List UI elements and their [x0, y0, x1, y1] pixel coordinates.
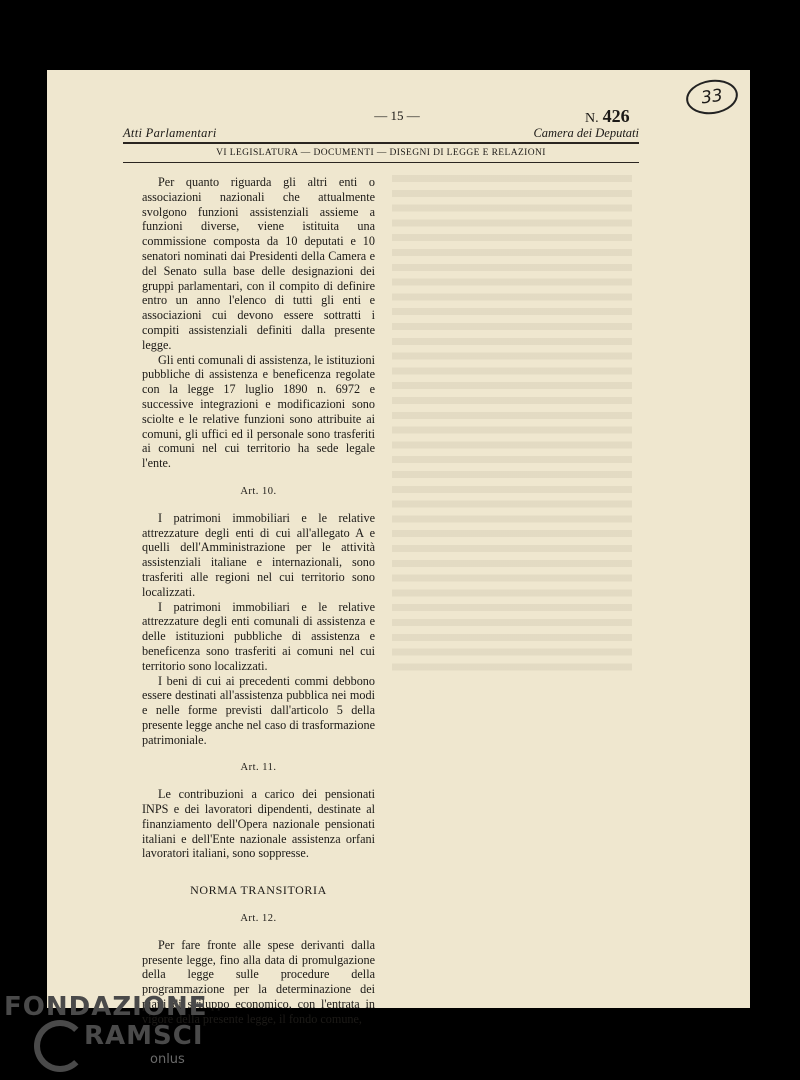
sub-header-rule — [123, 162, 639, 163]
paragraph: Per fare fronte alle spese derivanti dalla presente legge, fino alla data di promulgazione della legge sulle procedure della programmazione per la determinazione dei piani di sviluppo economico, con l'entrata in vigore della presente legge, il fondo comune, — [142, 937, 375, 1026]
bleed-through-text — [392, 175, 632, 675]
doc-prefix: N. — [585, 111, 599, 126]
logo-g-icon — [34, 1020, 86, 1072]
paragraph: I beni di cui ai precedenti commi debbono essere destinati all'assistenza pubblica nei modi e nelle forme previsti dall'articolo 5 della presente legge anche nel caso di trasformazione patrimoniale. — [142, 673, 375, 747]
logo-line2: RAMSCI — [84, 1021, 204, 1051]
doc-number: 426 — [602, 106, 630, 126]
article-heading: Art. 11. — [240, 762, 277, 774]
section-heading: NORMA TRANSITORIA — [190, 883, 327, 898]
text-column — [142, 175, 375, 1027]
header-right: Camera dei Deputati — [533, 126, 639, 140]
paragraph: I patrimoni immobiliari e le relative attrezzature degli enti comunali di assistenza e delle istituzioni pubbliche di assistenza e beneficenza sono trasferiti ai comuni nel cui territorio sono localizzati. — [142, 599, 375, 673]
header-rule — [123, 142, 639, 144]
paragraph: Gli enti comunali di assistenza, le istituzioni pubbliche di assistenza e beneficenza regolate con la legge 17 luglio 1890 n. 6972 e successive integrazioni e modificazioni sono sciolte e le relative funzioni sono attribuite ai comuni, gli uffici ed il personale sono trasferiti ai comuni nel cui territorio ha sede legale l'ente. — [142, 352, 375, 471]
watermark-logo — [0, 988, 220, 1080]
logo-sub: onlus — [150, 1052, 185, 1067]
paragraph: Per quanto riguarda gli altri enti o associazioni nazionali che attualmente svolgono funzioni assistenziali assieme a funzioni diverse, viene istituita una commissione composta da 10 deputati e 10 senatori nominati dai Presidenti della Camera e del Senato sulla base delle designazioni dei gruppi parlamentari, con il compito di definire entro un anno l'elenco di tutti gli enti e associazioni cui devono essere sottratti i compiti assistenziali definiti dalla presente legge. — [142, 175, 375, 352]
header-page-number: — 15 — — [374, 108, 420, 123]
handwritten-page-note: 33 — [684, 77, 740, 118]
paragraph: I patrimoni immobiliari e le relative attrezzature degli enti di cui all'allegato A e quelli dell'Amministrazione per le attività assistenziali italiane e internazionali, sono trasferiti alle regioni nel cui territorio sono localizzati. — [142, 510, 375, 599]
paragraph: Le contribuzioni a carico dei pensionati INPS e dei lavoratori dipendenti, destinate al finanziamento dell'Opera nazionale pensionati italiani e dell'Ente nazionale assistenza orfani lavoratori italiani, sono soppresse. — [142, 787, 375, 861]
header-left: Atti Parlamentari — [123, 126, 217, 140]
logo-line1: FONDAZIONE — [4, 992, 208, 1022]
article-heading: Art. 10. — [240, 485, 277, 497]
header-doc-number — [585, 106, 630, 127]
article-heading: Art. 12. — [240, 913, 277, 925]
sub-header: VI LEGISLATURA — DOCUMENTI — DISEGNI DI LEGGE E RELAZIONI — [216, 148, 546, 158]
